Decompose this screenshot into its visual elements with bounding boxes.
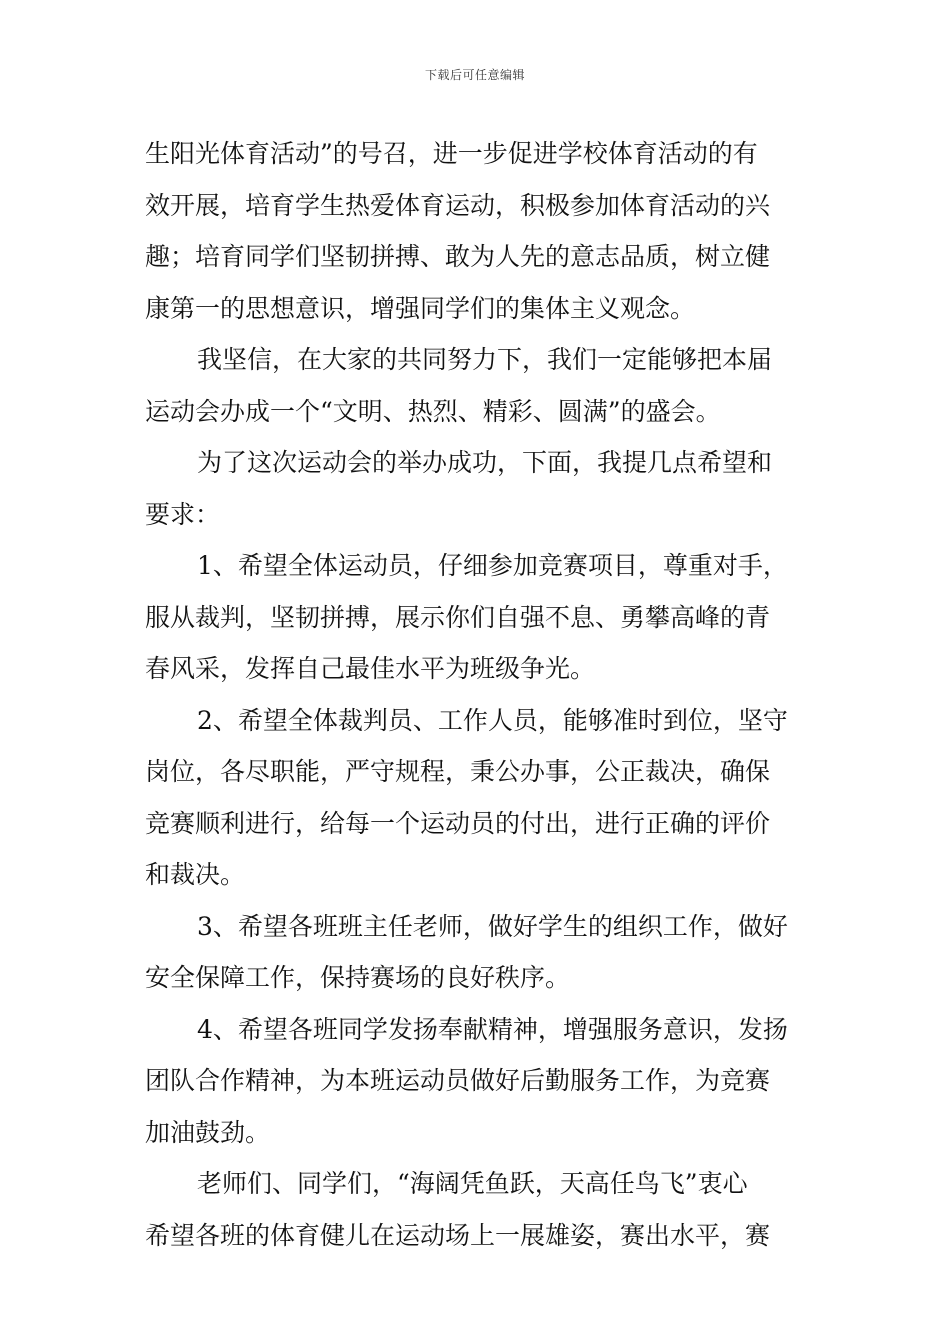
text-line: 希望各班的体育健儿在运动场上一展雄姿，赛出水平，赛 [145, 1220, 771, 1250]
text-line: 岗位，各尽职能，严守规程，秉公办事，公正裁决，确保 [145, 757, 771, 786]
text-line: 康第一的思想意识，增强同学们的集体主义观念。 [145, 293, 696, 323]
text-line: 安全保障工作，保持赛场的良好秩序。 [145, 963, 571, 992]
text-line: 生阳光体育活动”的号召，进一步促进学校体育活动的有 [145, 139, 758, 168]
text-line: 竞赛顺利进行，给每一个运动员的付出，进行正确的评价 [145, 808, 771, 838]
text-line: 为了这次运动会的举办成功，下面，我提几点希望和 [197, 448, 773, 477]
text-line: 加油鼓劲。 [145, 1117, 271, 1147]
header-note: 下载后可任意编辑 [424, 68, 525, 82]
text-line: 春风采，发挥自己最佳水平为班级争光。 [145, 654, 596, 683]
text-line: 4、希望各班同学发扬奉献精神，增强服务意识，发扬 [197, 1014, 788, 1044]
text-line: 团队合作精神，为本班运动员做好后勤服务工作，为竞赛 [145, 1066, 771, 1095]
text-line: 效开展，培育学生热爱体育运动，积极参加体育活动的兴 [145, 190, 771, 220]
text-line: 老师们、同学们，“海阔凭鱼跃，天高任鸟飞”衷心 [197, 1169, 748, 1198]
text-line: 3、希望各班班主任老师，做好学生的组织工作，做好 [197, 911, 788, 941]
text-line: 服从裁判，坚韧拼搏，展示你们自强不息、勇攀高峰的青 [145, 602, 771, 632]
text-line: 运动会办成一个“文明、热烈、精彩、圆满”的盛会。 [145, 396, 721, 426]
text-line: 1、希望全体运动员，仔细参加竞赛项目，尊重对手， [197, 551, 788, 580]
text-line: 要求： [145, 499, 221, 529]
text-line: 我坚信，在大家的共同努力下，我们一定能够把本届 [197, 345, 773, 374]
text-line: 趣；培育同学们坚韧拼搏、敢为人先的意志品质，树立健 [145, 242, 771, 271]
text-line: 和裁决。 [145, 860, 246, 889]
text-line: 2、希望全体裁判员、工作人员，能够准时到位，坚守 [197, 705, 788, 735]
body-text [145, 128, 805, 1261]
